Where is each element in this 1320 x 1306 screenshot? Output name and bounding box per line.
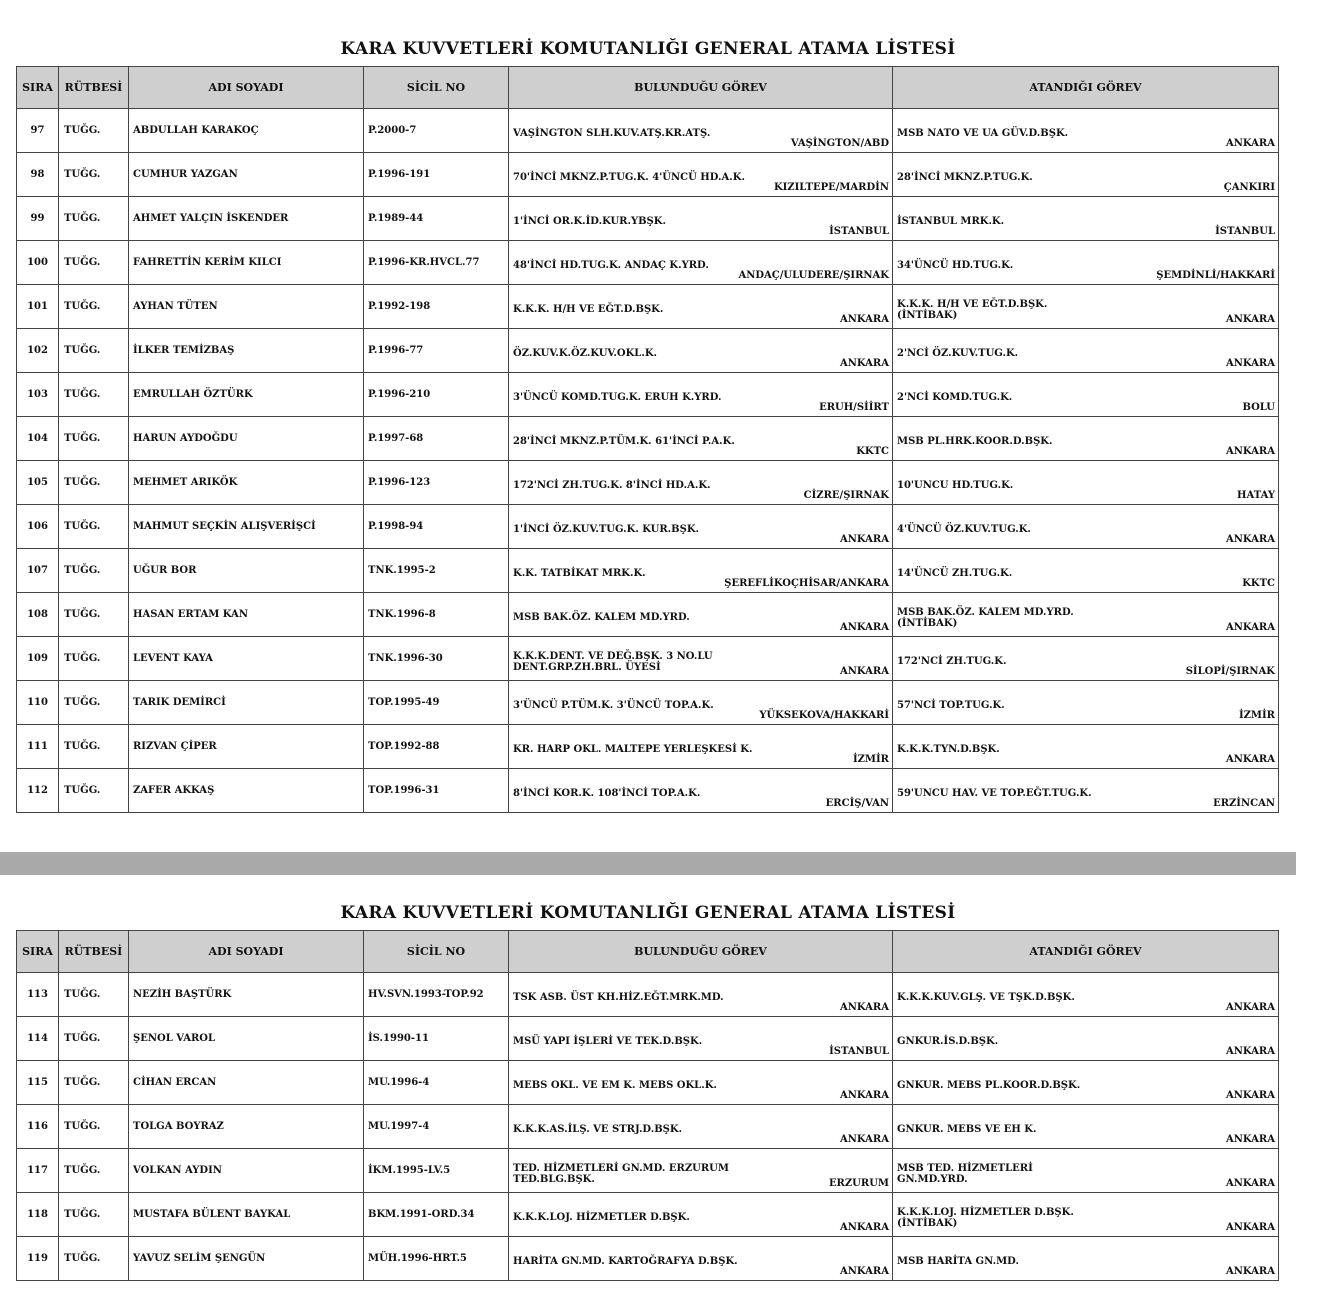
name-cell: LEVENT KAYA <box>129 637 364 681</box>
assigned-duty-text: 57'NCİ TOP.TUG.K. <box>897 700 1005 711</box>
table-row <box>17 973 1279 1017</box>
current-duty-cell <box>509 1017 893 1061</box>
sicil-cell: P.1997-68 <box>364 417 509 461</box>
name-cell: RIZVAN ÇİPER <box>129 725 364 769</box>
rank-cell: TUĞG. <box>59 681 129 725</box>
sira-cell: 102 <box>17 329 59 373</box>
name-cell: ŞENOL VAROL <box>129 1017 364 1061</box>
table-row <box>17 329 1279 373</box>
name-cell: HASAN ERTAM KAN <box>129 593 364 637</box>
sira-cell: 115 <box>17 1061 59 1105</box>
current-duty-location: KKTC <box>856 446 889 457</box>
header-rutbe: RÜTBESİ <box>59 931 129 973</box>
current-duty-cell <box>509 681 893 725</box>
header-rutbe: RÜTBESİ <box>59 67 129 109</box>
sira-cell: 117 <box>17 1149 59 1193</box>
sira-cell: 106 <box>17 505 59 549</box>
current-duty-location: ANKARA <box>839 534 889 545</box>
rank-cell: TUĞG. <box>59 285 129 329</box>
assigned-duty-cell <box>893 1061 1279 1105</box>
current-duty-location: ERCİŞ/VAN <box>825 798 889 809</box>
assigned-duty-text: 4'ÜNCÜ ÖZ.KUV.TUG.K. <box>897 524 1031 535</box>
table-row <box>17 1105 1279 1149</box>
table-row <box>17 1237 1279 1281</box>
current-duty-text: 3'ÜNCÜ KOMD.TUG.K. ERUH K.YRD. <box>513 392 722 403</box>
current-duty-location: ANKARA <box>839 622 889 633</box>
sira-cell: 101 <box>17 285 59 329</box>
rank-cell: TUĞG. <box>59 1105 129 1149</box>
current-duty-location: İZMİR <box>852 754 889 765</box>
header-atandigi-gorev: ATANDIĞI GÖREV <box>893 67 1279 109</box>
current-duty-cell <box>509 769 893 813</box>
current-duty-text: TED. HİZMETLERİ GN.MD. ERZURUM TED.BLG.BŞK. <box>513 1162 729 1185</box>
current-duty-cell <box>509 637 893 681</box>
header-sira: SIRA <box>17 931 59 973</box>
assigned-duty-location: ANKARA <box>1225 314 1275 325</box>
current-duty-text: 1'İNCİ OR.K.İD.KUR.YBŞK. <box>513 216 666 227</box>
assigned-duty-cell <box>893 1017 1279 1061</box>
rank-cell: TUĞG. <box>59 1149 129 1193</box>
table-body <box>17 973 1279 1281</box>
sicil-cell: P.2000-7 <box>364 109 509 153</box>
assigned-duty-text: 172'NCİ ZH.TUG.K. <box>897 656 1007 667</box>
sira-cell: 98 <box>17 153 59 197</box>
sira-cell: 114 <box>17 1017 59 1061</box>
assigned-duty-text: 2'NCİ KOMD.TUG.K. <box>897 392 1013 403</box>
assigned-duty-cell <box>893 417 1279 461</box>
assigned-duty-cell <box>893 1149 1279 1193</box>
assigned-duty-cell <box>893 549 1279 593</box>
current-duty-text: KR. HARP OKL. MALTEPE YERLEŞKESİ K. <box>513 744 753 755</box>
current-duty-cell <box>509 1193 893 1237</box>
table-header-row <box>17 67 1279 109</box>
table-row <box>17 153 1279 197</box>
name-cell: AYHAN TÜTEN <box>129 285 364 329</box>
assigned-duty-location: ANKARA <box>1225 1090 1275 1101</box>
rank-cell: TUĞG. <box>59 329 129 373</box>
header-bulundugu-gorev: BULUNDUĞU GÖREV <box>509 67 893 109</box>
current-duty-text: 48'İNCİ HD.TUG.K. ANDAÇ K.YRD. <box>513 260 709 271</box>
current-duty-location: KIZILTEPE/MARDİN <box>773 182 889 193</box>
list-title: KARA KUVVETLERİ KOMUTANLIĞI GENERAL ATAMA LİSTESİ <box>340 903 956 923</box>
current-duty-cell <box>509 109 893 153</box>
assigned-duty-text: GNKUR. MEBS VE EH K. <box>897 1124 1037 1135</box>
sicil-cell: P.1992-198 <box>364 285 509 329</box>
table-row <box>17 1193 1279 1237</box>
assigned-duty-cell <box>893 153 1279 197</box>
sira-cell: 103 <box>17 373 59 417</box>
current-duty-cell <box>509 417 893 461</box>
assigned-duty-cell <box>893 593 1279 637</box>
current-duty-text: MEBS OKL. VE EM K. MEBS OKL.K. <box>513 1080 717 1091</box>
current-duty-text: VAŞİNGTON SLH.KUV.ATŞ.KR.ATŞ. <box>513 128 711 139</box>
assignment-table <box>16 930 1279 1281</box>
table-header-row <box>17 931 1279 973</box>
sicil-cell: MU.1997-4 <box>364 1105 509 1149</box>
current-duty-location: VAŞİNGTON/ABD <box>790 138 889 149</box>
assigned-duty-cell <box>893 637 1279 681</box>
table-body <box>17 109 1279 813</box>
assigned-duty-location: ANKARA <box>1225 1266 1275 1277</box>
assigned-duty-cell <box>893 197 1279 241</box>
page-separator <box>0 852 1296 875</box>
current-duty-text: 8'İNCİ KOR.K. 108'İNCİ TOP.A.K. <box>513 788 701 799</box>
rank-cell: TUĞG. <box>59 1193 129 1237</box>
sira-cell: 119 <box>17 1237 59 1281</box>
name-cell: TARIK DEMİRCİ <box>129 681 364 725</box>
assigned-duty-text: 59'UNCU HAV. VE TOP.EĞT.TUG.K. <box>897 788 1092 799</box>
table-row <box>17 461 1279 505</box>
assigned-duty-text: MSB BAK.ÖZ. KALEM MD.YRD. (İNTİBAK) <box>897 606 1074 629</box>
current-duty-cell <box>509 461 893 505</box>
assigned-duty-text: K.K.K.LOJ. HİZMETLER D.BŞK. (İNTİBAK) <box>897 1206 1074 1229</box>
current-duty-text: K.K.K.DENT. VE DEĞ.BŞK. 3 NO.LU DENT.GRP.ZH.BRL. ÜYESİ <box>513 650 713 673</box>
current-duty-cell <box>509 241 893 285</box>
rank-cell: TUĞG. <box>59 109 129 153</box>
assignment-table <box>16 66 1279 813</box>
sira-cell: 113 <box>17 973 59 1017</box>
rank-cell: TUĞG. <box>59 593 129 637</box>
assigned-duty-cell <box>893 285 1279 329</box>
sicil-cell: TOP.1992-88 <box>364 725 509 769</box>
assigned-duty-text: 10'UNCU HD.TUG.K. <box>897 480 1014 491</box>
assigned-duty-text: 14'ÜNCÜ ZH.TUG.K. <box>897 568 1013 579</box>
assigned-duty-location: ANKARA <box>1225 622 1275 633</box>
name-cell: MAHMUT SEÇKİN ALIŞVERİŞCİ <box>129 505 364 549</box>
table-row <box>17 1149 1279 1193</box>
sira-cell: 99 <box>17 197 59 241</box>
name-cell: NEZİH BAŞTÜRK <box>129 973 364 1017</box>
sicil-cell: İKM.1995-LV.5 <box>364 1149 509 1193</box>
sira-cell: 104 <box>17 417 59 461</box>
sicil-cell: TNK.1996-8 <box>364 593 509 637</box>
assigned-duty-cell <box>893 373 1279 417</box>
sicil-cell: MU.1996-4 <box>364 1061 509 1105</box>
assigned-duty-location: ANKARA <box>1225 754 1275 765</box>
current-duty-location: ANKARA <box>839 314 889 325</box>
current-duty-text: K.K.K. H/H VE EĞT.D.BŞK. <box>513 304 664 315</box>
current-duty-cell <box>509 373 893 417</box>
table-row <box>17 417 1279 461</box>
assigned-duty-location: İZMİR <box>1238 710 1275 721</box>
table-row <box>17 725 1279 769</box>
sicil-cell: MÜH.1996-HRT.5 <box>364 1237 509 1281</box>
sicil-cell: BKM.1991-ORD.34 <box>364 1193 509 1237</box>
name-cell: AHMET YALÇIN İSKENDER <box>129 197 364 241</box>
name-cell: MEHMET ARIKÖK <box>129 461 364 505</box>
assigned-duty-cell <box>893 681 1279 725</box>
current-duty-text: 3'ÜNCÜ P.TÜM.K. 3'ÜNCÜ TOP.A.K. <box>513 700 714 711</box>
current-duty-location: CİZRE/ŞIRNAK <box>803 490 889 501</box>
header-sicil-no: SİCİL NO <box>364 931 509 973</box>
assigned-duty-text: İSTANBUL MRK.K. <box>897 216 1005 227</box>
assigned-duty-cell <box>893 1105 1279 1149</box>
current-duty-location: İSTANBUL <box>829 226 889 237</box>
rank-cell: TUĞG. <box>59 637 129 681</box>
assigned-duty-text: MSB HARİTA GN.MD. <box>897 1256 1019 1267</box>
current-duty-text: 70'İNCİ MKNZ.P.TUG.K. 4'ÜNCÜ HD.A.K. <box>513 172 745 183</box>
rank-cell: TUĞG. <box>59 1017 129 1061</box>
assigned-duty-location: ŞEMDİNLİ/HAKKARİ <box>1156 270 1275 281</box>
sira-cell: 112 <box>17 769 59 813</box>
table-row <box>17 505 1279 549</box>
table-row <box>17 1017 1279 1061</box>
assigned-duty-location: ANKARA <box>1225 1178 1275 1189</box>
assigned-duty-location: HATAY <box>1237 490 1275 501</box>
sicil-cell: P.1996-KR.HVCL.77 <box>364 241 509 285</box>
current-duty-cell <box>509 973 893 1017</box>
sicil-cell: P.1996-210 <box>364 373 509 417</box>
table-row <box>17 769 1279 813</box>
current-duty-location: ANKARA <box>839 1002 889 1013</box>
sicil-cell: P.1996-77 <box>364 329 509 373</box>
sira-cell: 100 <box>17 241 59 285</box>
rank-cell: TUĞG. <box>59 973 129 1017</box>
assigned-duty-location: İSTANBUL <box>1215 226 1275 237</box>
sira-cell: 110 <box>17 681 59 725</box>
rank-cell: TUĞG. <box>59 725 129 769</box>
assigned-duty-cell <box>893 505 1279 549</box>
header-adi-soyadi: ADI SOYADI <box>129 67 364 109</box>
rank-cell: TUĞG. <box>59 769 129 813</box>
current-duty-location: İSTANBUL <box>829 1046 889 1057</box>
table-row <box>17 1061 1279 1105</box>
current-duty-text: TSK ASB. ÜST KH.HİZ.EĞT.MRK.MD. <box>513 992 724 1003</box>
assigned-duty-text: K.K.K.KUV.GLŞ. VE TŞK.D.BŞK. <box>897 992 1075 1003</box>
current-duty-location: YÜKSEKOVA/HAKKARİ <box>759 710 889 721</box>
current-duty-text: K.K. TATBİKAT MRK.K. <box>513 568 646 579</box>
name-cell: ABDULLAH KARAKOÇ <box>129 109 364 153</box>
assigned-duty-cell <box>893 1237 1279 1281</box>
table-row <box>17 549 1279 593</box>
assigned-duty-text: K.K.K. H/H VE EĞT.D.BŞK. (İNTİBAK) <box>897 298 1048 321</box>
assigned-duty-location: SİLOPİ/ŞIRNAK <box>1185 666 1275 677</box>
current-duty-location: ANDAÇ/ULUDERE/ŞIRNAK <box>738 270 889 281</box>
current-duty-cell <box>509 1237 893 1281</box>
sira-cell: 111 <box>17 725 59 769</box>
assigned-duty-location: ANKARA <box>1225 1222 1275 1233</box>
assigned-duty-text: 2'NCİ ÖZ.KUV.TUG.K. <box>897 348 1019 359</box>
sicil-cell: TOP.1995-49 <box>364 681 509 725</box>
current-duty-text: K.K.K.AS.İLŞ. VE STRJ.D.BŞK. <box>513 1124 683 1135</box>
sicil-cell: HV.SVN.1993-TOP.92 <box>364 973 509 1017</box>
current-duty-text: MSB BAK.ÖZ. KALEM MD.YRD. <box>513 612 690 623</box>
sira-cell: 108 <box>17 593 59 637</box>
assigned-duty-text: GNKUR.İS.D.BŞK. <box>897 1036 999 1047</box>
sira-cell: 107 <box>17 549 59 593</box>
current-duty-cell <box>509 1105 893 1149</box>
current-duty-location: ANKARA <box>839 358 889 369</box>
rank-cell: TUĞG. <box>59 153 129 197</box>
rank-cell: TUĞG. <box>59 241 129 285</box>
assigned-duty-cell <box>893 1193 1279 1237</box>
current-duty-text: 1'İNCİ ÖZ.KUV.TUG.K. KUR.BŞK. <box>513 524 699 535</box>
current-duty-text: 28'İNCİ MKNZ.P.TÜM.K. 61'İNCİ P.A.K. <box>513 436 735 447</box>
current-duty-cell <box>509 593 893 637</box>
table-row <box>17 109 1279 153</box>
header-sira: SIRA <box>17 67 59 109</box>
name-cell: YAVUZ SELİM ŞENGÜN <box>129 1237 364 1281</box>
rank-cell: TUĞG. <box>59 417 129 461</box>
rank-cell: TUĞG. <box>59 505 129 549</box>
name-cell: ZAFER AKKAŞ <box>129 769 364 813</box>
assigned-duty-cell <box>893 109 1279 153</box>
assigned-duty-location: ANKARA <box>1225 358 1275 369</box>
assigned-duty-text: 28'İNCİ MKNZ.P.TUG.K. <box>897 172 1033 183</box>
current-duty-cell <box>509 197 893 241</box>
sicil-cell: P.1996-191 <box>364 153 509 197</box>
current-duty-text: ÖZ.KUV.K.ÖZ.KUV.OKL.K. <box>513 348 657 359</box>
header-sicil-no: SİCİL NO <box>364 67 509 109</box>
current-duty-text: HARİTA GN.MD. KARTOĞRAFYA D.BŞK. <box>513 1256 738 1267</box>
assigned-duty-text: MSB TED. HİZMETLERİ GN.MD.YRD. <box>897 1162 1033 1185</box>
rank-cell: TUĞG. <box>59 1237 129 1281</box>
assigned-duty-cell <box>893 769 1279 813</box>
rank-cell: TUĞG. <box>59 461 129 505</box>
list-title: KARA KUVVETLERİ KOMUTANLIĞI GENERAL ATAMA LİSTESİ <box>340 39 956 59</box>
current-duty-location: ANKARA <box>839 666 889 677</box>
current-duty-cell <box>509 285 893 329</box>
current-duty-location: ANKARA <box>839 1222 889 1233</box>
name-cell: VOLKAN AYDIN <box>129 1149 364 1193</box>
table-row <box>17 285 1279 329</box>
sicil-cell: P.1989-44 <box>364 197 509 241</box>
current-duty-cell <box>509 725 893 769</box>
name-cell: EMRULLAH ÖZTÜRK <box>129 373 364 417</box>
current-duty-cell <box>509 329 893 373</box>
assigned-duty-location: ÇANKIRI <box>1223 182 1275 193</box>
header-adi-soyadi: ADI SOYADI <box>129 931 364 973</box>
assigned-duty-cell <box>893 461 1279 505</box>
current-duty-cell <box>509 505 893 549</box>
sicil-cell: TNK.1996-30 <box>364 637 509 681</box>
current-duty-cell <box>509 549 893 593</box>
current-duty-location: ANKARA <box>839 1090 889 1101</box>
sicil-cell: P.1998-94 <box>364 505 509 549</box>
table-row <box>17 637 1279 681</box>
assigned-duty-location: ANKARA <box>1225 1046 1275 1057</box>
assigned-duty-text: 34'ÜNCÜ HD.TUG.K. <box>897 260 1014 271</box>
name-cell: MUSTAFA BÜLENT BAYKAL <box>129 1193 364 1237</box>
assigned-duty-text: MSB NATO VE UA GÜV.D.BŞK. <box>897 128 1069 139</box>
name-cell: HARUN AYDOĞDU <box>129 417 364 461</box>
assigned-duty-location: ANKARA <box>1225 446 1275 457</box>
name-cell: TOLGA BOYRAZ <box>129 1105 364 1149</box>
current-duty-location: ANKARA <box>839 1134 889 1145</box>
current-duty-cell <box>509 1061 893 1105</box>
assigned-duty-location: ANKARA <box>1225 1002 1275 1013</box>
assigned-duty-location: BOLU <box>1242 402 1275 413</box>
table-row <box>17 197 1279 241</box>
assigned-duty-text: MSB PL.HRK.KOOR.D.BŞK. <box>897 436 1053 447</box>
sicil-cell: İS.1990-11 <box>364 1017 509 1061</box>
sira-cell: 118 <box>17 1193 59 1237</box>
assigned-duty-location: ANKARA <box>1225 1134 1275 1145</box>
assigned-duty-location: ANKARA <box>1225 534 1275 545</box>
current-duty-location: ERZURUM <box>828 1178 889 1189</box>
current-duty-cell <box>509 1149 893 1193</box>
sira-cell: 97 <box>17 109 59 153</box>
assigned-duty-location: ERZİNCAN <box>1213 798 1275 809</box>
sicil-cell: P.1996-123 <box>364 461 509 505</box>
table-row <box>17 681 1279 725</box>
current-duty-cell <box>509 153 893 197</box>
rank-cell: TUĞG. <box>59 1061 129 1105</box>
sicil-cell: TNK.1995-2 <box>364 549 509 593</box>
assigned-duty-cell <box>893 241 1279 285</box>
assigned-duty-text: K.K.K.TYN.D.BŞK. <box>897 744 1000 755</box>
current-duty-text: 172'NCİ ZH.TUG.K. 8'İNCİ HD.A.K. <box>513 480 711 491</box>
assigned-duty-location: ANKARA <box>1225 138 1275 149</box>
assigned-duty-cell <box>893 725 1279 769</box>
name-cell: CİHAN ERCAN <box>129 1061 364 1105</box>
name-cell: CUMHUR YAZGAN <box>129 153 364 197</box>
assigned-duty-cell <box>893 329 1279 373</box>
sira-cell: 105 <box>17 461 59 505</box>
sira-cell: 116 <box>17 1105 59 1149</box>
sicil-cell: TOP.1996-31 <box>364 769 509 813</box>
header-atandigi-gorev: ATANDIĞI GÖREV <box>893 931 1279 973</box>
rank-cell: TUĞG. <box>59 549 129 593</box>
table-row <box>17 241 1279 285</box>
rank-cell: TUĞG. <box>59 373 129 417</box>
assigned-duty-location: KKTC <box>1242 578 1275 589</box>
name-cell: FAHRETTİN KERİM KILCI <box>129 241 364 285</box>
assigned-duty-text: GNKUR. MEBS PL.KOOR.D.BŞK. <box>897 1080 1081 1091</box>
header-bulundugu-gorev: BULUNDUĞU GÖREV <box>509 931 893 973</box>
name-cell: İLKER TEMİZBAŞ <box>129 329 364 373</box>
current-duty-text: K.K.K.LOJ. HİZMETLER D.BŞK. <box>513 1212 690 1223</box>
rank-cell: TUĞG. <box>59 197 129 241</box>
current-duty-location: ANKARA <box>839 1266 889 1277</box>
sira-cell: 109 <box>17 637 59 681</box>
current-duty-location: ERUH/SİİRT <box>819 402 889 413</box>
assigned-duty-cell <box>893 973 1279 1017</box>
current-duty-text: MSÜ YAPI İŞLERİ VE TEK.D.BŞK. <box>513 1036 703 1047</box>
table-row <box>17 373 1279 417</box>
name-cell: UĞUR BOR <box>129 549 364 593</box>
table-row <box>17 593 1279 637</box>
current-duty-location: ŞEREFLİKOÇHİSAR/ANKARA <box>724 578 889 589</box>
